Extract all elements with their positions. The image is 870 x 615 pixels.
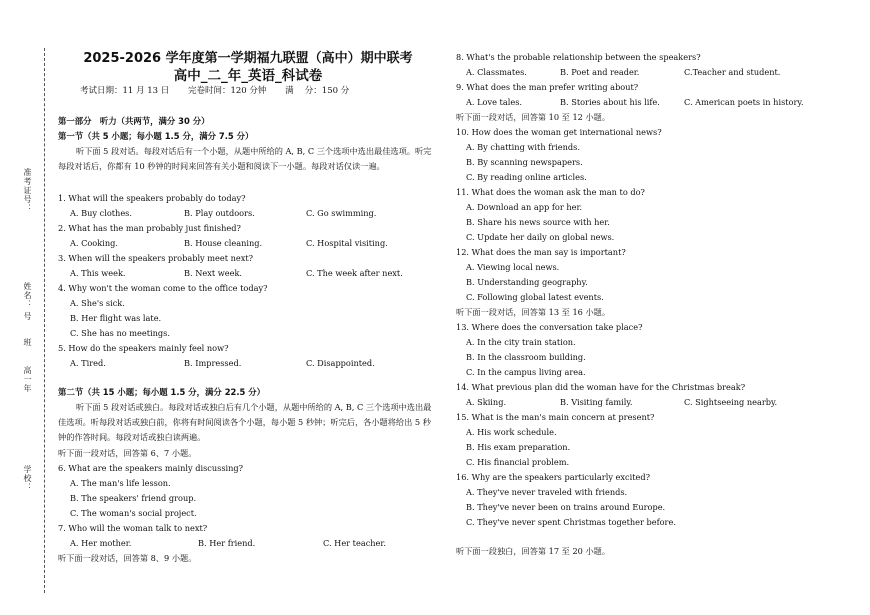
q11-option-a: A. Download an app for her. bbox=[466, 202, 583, 212]
q14-option-c: C. Sightseeing nearby. bbox=[684, 397, 778, 407]
q11-option-b: B. Share his news source with her. bbox=[466, 217, 610, 227]
exam-score: 满 分：150 分 bbox=[285, 86, 350, 96]
q8-option-b: B. Poet and reader. bbox=[560, 67, 640, 77]
q9-stem: 9. What does the man prefer writing about? bbox=[456, 82, 639, 92]
q8-option-c: C.Teacher and student. bbox=[684, 67, 781, 77]
q13-option-b: B. In the classroom building. bbox=[466, 352, 586, 362]
listen-8-9: 听下面一段对话，回答第 8、9 小题。 bbox=[58, 553, 197, 563]
q7-option-b: B. Her friend. bbox=[198, 538, 256, 548]
exam-duration: 完卷时间：120 分钟 bbox=[187, 86, 267, 96]
exam-title: 2025-2026 学年度第一学期福九联盟（高中）期中联考 bbox=[83, 51, 413, 66]
q14-option-a: A. Skiing. bbox=[466, 397, 507, 407]
part1-heading: 第一部分 听力（共两节，满分 30 分） bbox=[58, 116, 210, 126]
listen-17-20: 听下面一段独白，回答第 17 至 20 小题。 bbox=[456, 546, 611, 556]
q5-stem: 5. How do the speakers mainly feel now? bbox=[58, 343, 229, 353]
exam-date: 考试日期：11 月 13 日 bbox=[80, 86, 170, 96]
exam-subtitle: 高中_二_年_英语_科试卷 bbox=[173, 68, 323, 84]
q9-option-c: C. American poets in history. bbox=[684, 97, 804, 107]
q12-option-a: A. Viewing local news. bbox=[466, 262, 560, 272]
section1-instructions: 听下面 5 段对话。每段对话后有一个小题，从题中所给的 A, B, C 三个选项中选出最佳选项。听完每段对话后，你都有 10 秒钟的时间来回答有关小题和阅读下一小题。每段对话仅读一遍。 bbox=[58, 146, 432, 171]
binding-margin bbox=[0, 0, 52, 615]
q5-option-b: B. Impressed. bbox=[184, 358, 242, 368]
q12-option-b: B. Understanding geography. bbox=[466, 277, 588, 287]
listen-10-12: 听下面一段对话，回答第 10 至 12 小题。 bbox=[456, 112, 611, 122]
q5-option-c: C. Disappointed. bbox=[306, 358, 375, 368]
q16-option-b: B. They've never been on trains around Europe. bbox=[466, 502, 666, 512]
listen-13-16: 听下面一段对话，回答第 13 至 16 小题。 bbox=[456, 307, 611, 317]
q16-option-a: A. They've never traveled with friends. bbox=[466, 487, 628, 497]
q14-stem: 14. What previous plan did the woman have for the Christmas break? bbox=[456, 382, 746, 392]
q8-option-a: A. Classmates. bbox=[466, 67, 527, 77]
q11-option-c: C. Update her daily on global news. bbox=[466, 232, 615, 242]
class-field: 班 bbox=[23, 338, 32, 347]
q1-stem: 1. What will the speakers probably do today? bbox=[58, 193, 246, 203]
q9-option-a: A. Love tales. bbox=[466, 97, 522, 107]
section2-instructions: 听下面 5 段对话或独白。每段对话或独白后有几个小题，从题中所给的 A, B, C 三个选项中选出最佳选项。听每段对话或独白前，你将有时间阅读各个小题，每小题 5 秒钟；听完后，各小题将给出 5 秒钟的作答时间。每段对话或独白读两遍。 bbox=[58, 402, 432, 442]
section2-heading: 第二节（共 15 小题；每小题 1.5 分，满分 22.5 分） bbox=[58, 387, 266, 397]
q8-stem: 8. What's the probable relationship between the speakers? bbox=[456, 52, 701, 62]
q2-option-b: B. House cleaning. bbox=[184, 238, 263, 248]
q15-option-c: C. His financial problem. bbox=[466, 457, 570, 467]
q11-stem: 11. What does the woman ask the man to do? bbox=[456, 187, 645, 197]
q14-option-b: B. Visiting family. bbox=[560, 397, 633, 407]
exam-meta bbox=[80, 84, 365, 96]
school-field: 学校： bbox=[23, 465, 32, 492]
q2-option-a: A. Cooking. bbox=[70, 238, 118, 248]
q12-stem: 12. What does the man say is important? bbox=[456, 247, 626, 257]
q10-stem: 10. How does the woman get international news? bbox=[456, 127, 662, 137]
q3-option-b: B. Next week. bbox=[184, 268, 243, 278]
q1-option-a: A. Buy clothes. bbox=[70, 208, 132, 218]
q4-stem: 4. Why won't the woman come to the office today? bbox=[58, 283, 268, 293]
q15-stem: 15. What is the man's main concern at present? bbox=[456, 412, 655, 422]
q15-option-a: A. His work schedule. bbox=[466, 427, 557, 437]
q1-option-b: B. Play outdoors. bbox=[184, 208, 255, 218]
section1-heading: 第一节（共 5 小题；每小题 1.5 分，满分 7.5 分） bbox=[58, 131, 254, 141]
q2-stem: 2. What has the man probably just finished? bbox=[58, 223, 241, 233]
binding-dashed-line bbox=[44, 48, 45, 593]
q4-option-b: B. Her flight was late. bbox=[70, 313, 162, 323]
q13-option-a: A. In the city train station. bbox=[466, 337, 576, 347]
name-field: 姓名： bbox=[23, 282, 32, 309]
q16-option-c: C. They've never spent Christmas together before. bbox=[466, 517, 676, 527]
seat-number-field: 准考证号： bbox=[23, 168, 32, 213]
q4-option-c: C. She has no meetings. bbox=[70, 328, 170, 338]
q15-option-b: B. His exam preparation. bbox=[466, 442, 571, 452]
q7-stem: 7. Who will the woman talk to next? bbox=[58, 523, 208, 533]
q7-option-c: C. Her teacher. bbox=[323, 538, 387, 548]
q10-option-b: B. By scanning newspapers. bbox=[466, 157, 583, 167]
q10-option-a: A. By chatting with friends. bbox=[466, 142, 580, 152]
grade-field: 高一年 bbox=[23, 366, 32, 393]
q1-option-c: C. Go swimming. bbox=[306, 208, 377, 218]
q6-stem: 6. What are the speakers mainly discussing? bbox=[58, 463, 244, 473]
q6-option-b: B. The speakers' friend group. bbox=[70, 493, 197, 503]
q3-stem: 3. When will the speakers probably meet next? bbox=[58, 253, 254, 263]
q2-option-c: C. Hospital visiting. bbox=[306, 238, 388, 248]
q9-option-b: B. Stories about his life. bbox=[560, 97, 660, 107]
q7-option-a: A. Her mother. bbox=[70, 538, 132, 548]
listen-6-7: 听下面一段对话，回答第 6、7 小题。 bbox=[58, 448, 197, 458]
q3-option-a: A. This week. bbox=[70, 268, 126, 278]
q13-option-c: C. In the campus living area. bbox=[466, 367, 586, 377]
q6-option-a: A. The man's life lesson. bbox=[70, 478, 171, 488]
seat-no-field: 号 bbox=[23, 312, 32, 321]
q10-option-c: C. By reading online articles. bbox=[466, 172, 587, 182]
q13-stem: 13. Where does the conversation take place? bbox=[456, 322, 643, 332]
q4-option-a: A. She's sick. bbox=[70, 298, 125, 308]
q12-option-c: C. Following global latest events. bbox=[466, 292, 604, 302]
q16-stem: 16. Why are the speakers particularly excited? bbox=[456, 472, 650, 482]
q5-option-a: A. Tired. bbox=[70, 358, 106, 368]
q3-option-c: C. The week after next. bbox=[306, 268, 403, 278]
q6-option-c: C. The woman's social project. bbox=[70, 508, 197, 518]
